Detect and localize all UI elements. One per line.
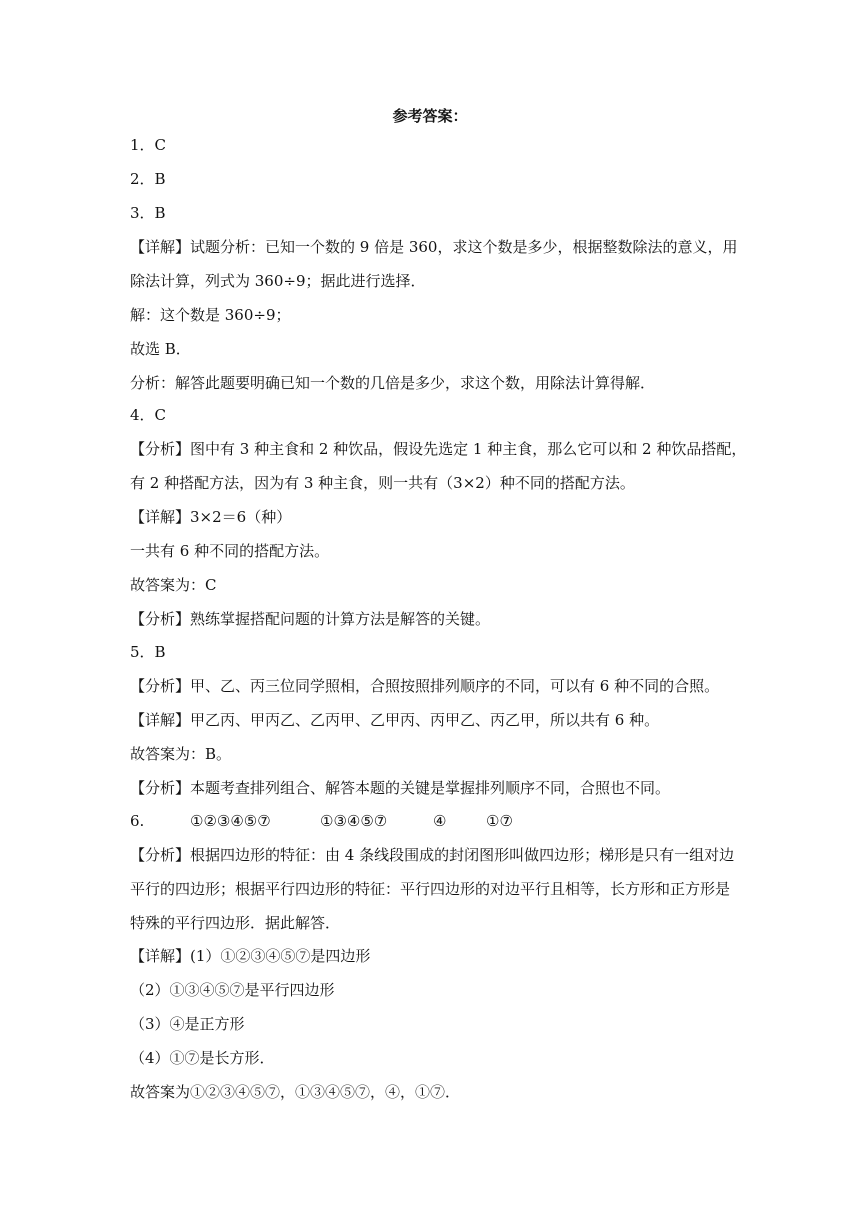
answer-line: 【分析】甲、乙、丙三位同学照相，合照按照排列顺序的不同，可以有 6 种不同的合照。 bbox=[130, 677, 720, 695]
q6-answer-1: ①②③④⑤⑦ bbox=[190, 812, 271, 830]
answer-line: （2）①③④⑤⑦是平行四边形 bbox=[130, 981, 335, 999]
page-title: 参考答案： bbox=[392, 107, 468, 125]
answer-line: 故答案为：C bbox=[130, 576, 217, 594]
answer-line: （4）①⑦是长方形． bbox=[130, 1049, 275, 1067]
answer-line: 2．B bbox=[130, 170, 166, 188]
answer-line: 故选 B． bbox=[130, 340, 191, 358]
answer-line: 特殊的平行四边形．据此解答． bbox=[130, 914, 341, 932]
answer-line: 一共有 6 种不同的搭配方法。 bbox=[130, 542, 330, 560]
answer-line: 【详解】(1）①②③④⑤⑦是四边形 bbox=[130, 947, 371, 965]
q6-number: 6. bbox=[130, 812, 145, 830]
answer-line: （3）④是正方形 bbox=[130, 1015, 245, 1033]
answer-line: 故答案为：B。 bbox=[130, 745, 232, 763]
answer-line: 【分析】根据四边形的特征：由 4 条线段围成的封闭图形叫做四边形；梯形是只有一组对边 bbox=[130, 846, 735, 864]
answer-line: 1．C bbox=[130, 136, 167, 154]
answer-line: 【分析】熟练掌握搭配问题的计算方法是解答的关键。 bbox=[130, 610, 491, 628]
answer-line: 【详解】3×2＝6（种） bbox=[130, 508, 292, 526]
q6-answer-3: ④ bbox=[433, 812, 447, 830]
answer-line: 有 2 种搭配方法，因为有 3 种主食，则一共有（3×2）种不同的搭配方法。 bbox=[130, 474, 635, 492]
answer-line: 【详解】甲乙丙、甲丙乙、乙丙甲、乙甲丙、丙甲乙、丙乙甲，所以共有 6 种。 bbox=[130, 711, 660, 729]
answer-line: 故答案为①②③④⑤⑦，①③④⑤⑦，④，①⑦． bbox=[130, 1083, 461, 1101]
answer-line: 【详解】试题分析：已知一个数的 9 倍是 360，求这个数是多少，根据整数除法的意义，用 bbox=[130, 238, 738, 256]
answer-line: 解：这个数是 360÷9； bbox=[130, 306, 291, 324]
answer-line: 平行的四边形；根据平行四边形的特征：平行四边形的对边平行且相等，长方形和正方形是 bbox=[130, 880, 731, 898]
q6-answer-2: ①③④⑤⑦ bbox=[320, 812, 388, 830]
answer-line: 3．B bbox=[130, 204, 166, 222]
answer-line: 【分析】本题考查排列组合、解答本题的关键是掌握排列顺序不同，合照也不同。 bbox=[130, 779, 671, 797]
answer-line: 【分析】图中有 3 种主食和 2 种饮品，假设先选定 1 种主食，那么它可以和 2 种饮品搭配， bbox=[130, 440, 747, 458]
answer-line: 5．B bbox=[130, 643, 166, 661]
answer-line: 除法计算，列式为 360÷9；据此进行选择． bbox=[130, 272, 426, 290]
q6-answer-4: ①⑦ bbox=[486, 812, 513, 830]
answer-line: 分析：解答此题要明确已知一个数的几倍是多少，求这个数，用除法计算得解． bbox=[130, 374, 656, 392]
answer-line: 4．C bbox=[130, 406, 167, 424]
